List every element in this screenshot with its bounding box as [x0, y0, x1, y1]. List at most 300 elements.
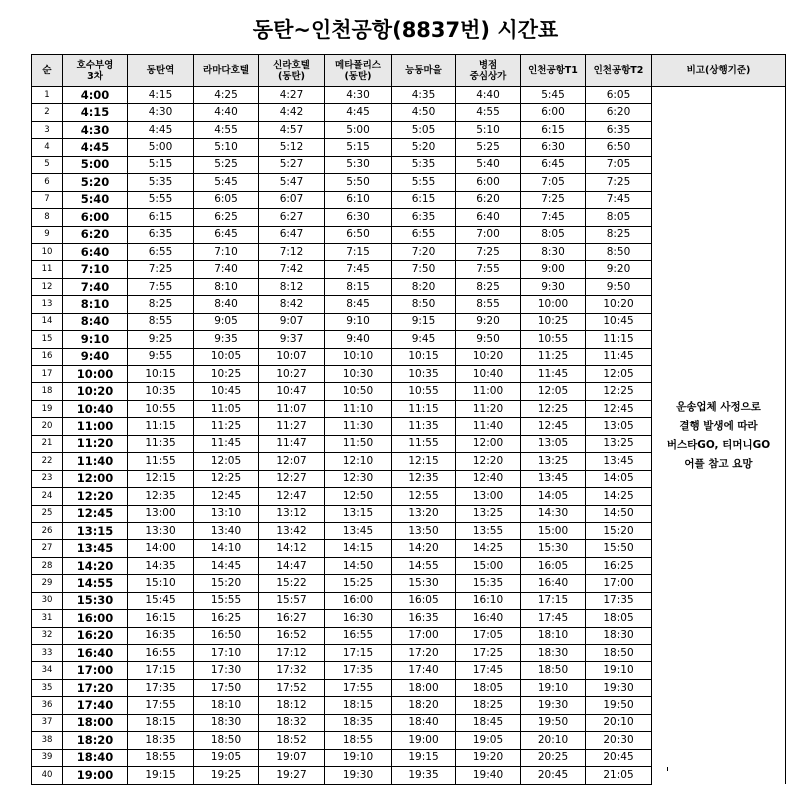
stop-time: 5:55 [128, 191, 194, 208]
stop-time: 17:55 [325, 679, 392, 696]
departure-time: 11:00 [63, 418, 128, 435]
stop-time: 21:05 [586, 767, 652, 784]
stop-time: 10:15 [128, 366, 194, 383]
stop-time: 6:30 [521, 139, 586, 156]
stop-time: 5:25 [456, 139, 521, 156]
stop-time: 19:15 [392, 749, 456, 766]
stop-time: 6:30 [325, 209, 392, 226]
stop-time: 12:50 [325, 488, 392, 505]
stop-time: 12:25 [586, 383, 652, 400]
stop-time: 17:45 [456, 662, 521, 679]
stop-time: 7:25 [586, 174, 652, 191]
stop-time: 17:35 [128, 679, 194, 696]
departure-time: 5:20 [63, 174, 128, 191]
stop-time: 11:20 [456, 400, 521, 417]
stop-time: 5:10 [456, 121, 521, 138]
stop-time: 13:25 [586, 435, 652, 452]
stop-time: 10:55 [521, 331, 586, 348]
stop-time: 9:20 [456, 313, 521, 330]
stop-time: 18:45 [456, 714, 521, 731]
stop-time: 4:45 [128, 121, 194, 138]
stop-time: 19:30 [325, 767, 392, 784]
departure-time: 10:40 [63, 400, 128, 417]
row-number: 31 [32, 610, 63, 627]
stop-time: 4:25 [194, 87, 259, 104]
stop-time: 7:12 [259, 243, 325, 260]
stop-time: 18:15 [325, 697, 392, 714]
stop-time: 18:55 [325, 732, 392, 749]
page-title: 동탄~인천공항(8837번) 시간표 [252, 18, 559, 42]
stop-time: 15:20 [586, 522, 652, 539]
stop-time: 6:20 [586, 104, 652, 121]
stop-time: 7:00 [456, 226, 521, 243]
stop-time: 9:05 [194, 313, 259, 330]
stop-time: 10:45 [194, 383, 259, 400]
stop-time: 18:50 [586, 645, 652, 662]
stop-time: 15:25 [325, 575, 392, 592]
departure-time: 14:20 [63, 557, 128, 574]
stop-time: 16:30 [325, 610, 392, 627]
header-stop-ramada-hotel: 라마다호텔 [194, 55, 259, 87]
stop-time: 12:05 [194, 453, 259, 470]
stop-time: 11:35 [128, 435, 194, 452]
stop-time: 16:52 [259, 627, 325, 644]
stop-time: 12:45 [586, 400, 652, 417]
departure-time: 5:00 [63, 156, 128, 173]
stop-time: 10:50 [325, 383, 392, 400]
stop-time: 19:07 [259, 749, 325, 766]
stop-time: 8:30 [521, 243, 586, 260]
stop-time: 18:15 [128, 714, 194, 731]
row-number: 16 [32, 348, 63, 365]
departure-time: 7:10 [63, 261, 128, 278]
departure-time: 4:00 [63, 87, 128, 104]
header-stop-airport-t2: 인천공항T2 [586, 55, 652, 87]
stop-time: 17:15 [325, 645, 392, 662]
stop-time: 17:15 [521, 592, 586, 609]
stop-time: 19:35 [392, 767, 456, 784]
row-number: 37 [32, 714, 63, 731]
stop-time: 6:40 [456, 209, 521, 226]
stop-time: 4:55 [456, 104, 521, 121]
remarks-note: 운송업체 사정으로 결행 발생에 따라 버스타GO, 티머니GO 어플 참고 요망 [652, 87, 786, 785]
stop-time: 12:15 [392, 453, 456, 470]
stop-time: 17:45 [521, 610, 586, 627]
stop-time: 5:05 [392, 121, 456, 138]
departure-time: 5:40 [63, 191, 128, 208]
stop-time: 5:12 [259, 139, 325, 156]
stop-time: 12:00 [456, 435, 521, 452]
header-stop-dongtan-station: 동탄역 [128, 55, 194, 87]
row-number: 35 [32, 679, 63, 696]
stop-time: 11:25 [194, 418, 259, 435]
stop-time: 5:35 [392, 156, 456, 173]
stop-time: 20:10 [586, 714, 652, 731]
row-number: 12 [32, 278, 63, 295]
header-stop-byeongjeom: 병점 중심상가 [456, 55, 521, 87]
stop-time: 7:25 [128, 261, 194, 278]
stop-time: 6:47 [259, 226, 325, 243]
stop-time: 13:12 [259, 505, 325, 522]
departure-time: 6:40 [63, 243, 128, 260]
stop-time: 13:45 [586, 453, 652, 470]
stop-time: 18:40 [392, 714, 456, 731]
stop-time: 5:30 [325, 156, 392, 173]
stop-time: 11:55 [392, 435, 456, 452]
stop-time: 11:07 [259, 400, 325, 417]
row-number: 34 [32, 662, 63, 679]
stop-time: 4:15 [128, 87, 194, 104]
row-number: 29 [32, 575, 63, 592]
stop-time: 19:40 [456, 767, 521, 784]
stop-time: 6:05 [586, 87, 652, 104]
stop-time: 18:05 [456, 679, 521, 696]
stop-time: 12:05 [521, 383, 586, 400]
stop-time: 11:47 [259, 435, 325, 452]
stop-time: 8:42 [259, 296, 325, 313]
stop-time: 18:25 [456, 697, 521, 714]
stop-time: 12:35 [128, 488, 194, 505]
stop-time: 19:25 [194, 767, 259, 784]
stop-time: 18:50 [521, 662, 586, 679]
stop-time: 9:30 [521, 278, 586, 295]
stop-time: 12:05 [586, 366, 652, 383]
stop-time: 11:27 [259, 418, 325, 435]
stop-time: 17:15 [128, 662, 194, 679]
stop-time: 10:20 [586, 296, 652, 313]
stop-time: 11:35 [392, 418, 456, 435]
stop-time: 13:45 [521, 470, 586, 487]
stop-time: 17:25 [456, 645, 521, 662]
row-number: 32 [32, 627, 63, 644]
stop-time: 17:10 [194, 645, 259, 662]
stop-time: 16:40 [456, 610, 521, 627]
stop-time: 5:35 [128, 174, 194, 191]
stop-time: 18:10 [521, 627, 586, 644]
stop-time: 4:27 [259, 87, 325, 104]
stop-time: 16:55 [325, 627, 392, 644]
row-number: 5 [32, 156, 63, 173]
stop-time: 6:55 [128, 243, 194, 260]
stop-time: 12:10 [325, 453, 392, 470]
row-number: 14 [32, 313, 63, 330]
stop-time: 11:45 [194, 435, 259, 452]
header-row [32, 55, 786, 87]
stop-time: 10:25 [194, 366, 259, 383]
stop-time: 10:55 [392, 383, 456, 400]
stop-time: 8:05 [521, 226, 586, 243]
stop-time: 13:05 [521, 435, 586, 452]
stop-time: 6:45 [521, 156, 586, 173]
departure-time: 10:00 [63, 366, 128, 383]
stop-time: 18:30 [521, 645, 586, 662]
stop-time: 5:50 [325, 174, 392, 191]
stop-time: 6:07 [259, 191, 325, 208]
header-stop-metapolis: 메타폴리스 (동탄) [325, 55, 392, 87]
stop-time: 18:00 [392, 679, 456, 696]
stop-time: 16:25 [194, 610, 259, 627]
stop-time: 18:52 [259, 732, 325, 749]
stop-time: 8:12 [259, 278, 325, 295]
stop-time: 4:30 [128, 104, 194, 121]
stop-time: 9:37 [259, 331, 325, 348]
stop-time: 5:10 [194, 139, 259, 156]
stop-time: 6:05 [194, 191, 259, 208]
departure-time: 12:00 [63, 470, 128, 487]
stop-time: 19:27 [259, 767, 325, 784]
stop-time: 6:15 [521, 121, 586, 138]
stop-time: 16:50 [194, 627, 259, 644]
stop-time: 14:47 [259, 557, 325, 574]
stop-time: 5:40 [456, 156, 521, 173]
departure-time: 6:20 [63, 226, 128, 243]
stop-time: 13:15 [325, 505, 392, 522]
stop-time: 14:10 [194, 540, 259, 557]
stop-time: 13:50 [392, 522, 456, 539]
stop-time: 13:25 [521, 453, 586, 470]
stop-time: 4:55 [194, 121, 259, 138]
stop-time: 9:00 [521, 261, 586, 278]
stop-time: 12:55 [392, 488, 456, 505]
row-number: 7 [32, 191, 63, 208]
stop-time: 8:25 [456, 278, 521, 295]
stop-time: 16:05 [521, 557, 586, 574]
stop-time: 17:35 [325, 662, 392, 679]
stop-time: 10:15 [392, 348, 456, 365]
stop-time: 5:20 [392, 139, 456, 156]
stop-time: 7:55 [456, 261, 521, 278]
stop-time: 16:00 [325, 592, 392, 609]
stop-time: 16:05 [392, 592, 456, 609]
row-number: 6 [32, 174, 63, 191]
departure-time: 8:10 [63, 296, 128, 313]
stop-time: 8:40 [194, 296, 259, 313]
stop-time: 6:20 [456, 191, 521, 208]
row-number: 39 [32, 749, 63, 766]
stop-time: 11:15 [128, 418, 194, 435]
stop-time: 18:20 [392, 697, 456, 714]
stop-time: 10:25 [521, 313, 586, 330]
stop-time: 4:45 [325, 104, 392, 121]
departure-time: 8:40 [63, 313, 128, 330]
stop-time: 7:45 [521, 209, 586, 226]
stop-time: 18:30 [194, 714, 259, 731]
stop-time: 9:45 [392, 331, 456, 348]
stop-time: 7:42 [259, 261, 325, 278]
stop-time: 11:30 [325, 418, 392, 435]
stop-time: 4:40 [194, 104, 259, 121]
stop-time: 16:35 [128, 627, 194, 644]
stop-time: 9:50 [586, 278, 652, 295]
stop-time: 10:05 [194, 348, 259, 365]
stop-time: 7:25 [456, 243, 521, 260]
stop-time: 17:12 [259, 645, 325, 662]
departure-time: 16:40 [63, 645, 128, 662]
stop-time: 13:10 [194, 505, 259, 522]
stop-time: 12:40 [456, 470, 521, 487]
stop-time: 14:05 [521, 488, 586, 505]
stop-time: 8:45 [325, 296, 392, 313]
stop-time: 5:27 [259, 156, 325, 173]
stop-time: 17:35 [586, 592, 652, 609]
stop-time: 16:27 [259, 610, 325, 627]
stop-time: 15:55 [194, 592, 259, 609]
stop-time: 7:05 [521, 174, 586, 191]
stop-time: 6:27 [259, 209, 325, 226]
stop-time: 8:15 [325, 278, 392, 295]
stop-time: 15:00 [456, 557, 521, 574]
stop-time: 6:25 [194, 209, 259, 226]
stop-time: 6:35 [392, 209, 456, 226]
stop-time: 19:20 [456, 749, 521, 766]
stop-time: 18:35 [128, 732, 194, 749]
departure-time: 14:55 [63, 575, 128, 592]
stop-time: 18:30 [586, 627, 652, 644]
departure-time: 16:00 [63, 610, 128, 627]
stop-time: 11:45 [521, 366, 586, 383]
stop-time: 12:25 [194, 470, 259, 487]
stop-time: 12:47 [259, 488, 325, 505]
table-row [32, 87, 786, 104]
stop-time: 9:10 [325, 313, 392, 330]
stop-time: 14:30 [521, 505, 586, 522]
stop-time: 13:00 [456, 488, 521, 505]
stop-time: 5:45 [521, 87, 586, 104]
stop-time: 4:57 [259, 121, 325, 138]
stop-time: 14:05 [586, 470, 652, 487]
row-number: 30 [32, 592, 63, 609]
stop-time: 15:20 [194, 575, 259, 592]
departure-time: 11:40 [63, 453, 128, 470]
stop-time: 18:05 [586, 610, 652, 627]
stop-time: 7:45 [586, 191, 652, 208]
stop-time: 5:55 [392, 174, 456, 191]
stop-time: 17:52 [259, 679, 325, 696]
stop-time: 8:05 [586, 209, 652, 226]
stop-time: 7:10 [194, 243, 259, 260]
timetable [31, 54, 786, 785]
stop-time: 6:15 [392, 191, 456, 208]
stop-time: 19:10 [521, 679, 586, 696]
stop-time: 10:45 [586, 313, 652, 330]
stop-time: 15:22 [259, 575, 325, 592]
stop-time: 9:15 [392, 313, 456, 330]
row-number: 3 [32, 121, 63, 138]
stop-time: 15:50 [586, 540, 652, 557]
stop-time: 8:55 [456, 296, 521, 313]
stop-time: 10:55 [128, 400, 194, 417]
stop-time: 16:25 [586, 557, 652, 574]
stop-time: 11:10 [325, 400, 392, 417]
stop-time: 13:40 [194, 522, 259, 539]
stop-time: 20:45 [586, 749, 652, 766]
header-stop-airport-t1: 인천공항T1 [521, 55, 586, 87]
stop-time: 18:10 [194, 697, 259, 714]
stop-time: 14:50 [586, 505, 652, 522]
row-number: 33 [32, 645, 63, 662]
header-stop-shilla-hotel: 신라호텔 (동탄) [259, 55, 325, 87]
stop-time: 19:30 [586, 679, 652, 696]
stop-time: 17:20 [392, 645, 456, 662]
stop-time: 14:55 [392, 557, 456, 574]
stop-time: 6:00 [521, 104, 586, 121]
stop-time: 4:40 [456, 87, 521, 104]
timetable-body [32, 87, 786, 785]
stop-time: 9:20 [586, 261, 652, 278]
departure-time: 10:20 [63, 383, 128, 400]
stop-time: 17:00 [392, 627, 456, 644]
stop-time: 8:10 [194, 278, 259, 295]
row-number: 19 [32, 400, 63, 417]
row-number: 23 [32, 470, 63, 487]
stop-time: 18:35 [325, 714, 392, 731]
stop-time: 9:35 [194, 331, 259, 348]
stop-time: 13:45 [325, 522, 392, 539]
stop-time: 6:10 [325, 191, 392, 208]
stop-time: 7:15 [325, 243, 392, 260]
row-number: 27 [32, 540, 63, 557]
stop-time: 14:35 [128, 557, 194, 574]
stop-time: 7:40 [194, 261, 259, 278]
departure-time: 13:15 [63, 522, 128, 539]
stop-time: 19:30 [521, 697, 586, 714]
stop-time: 19:10 [586, 662, 652, 679]
row-number: 24 [32, 488, 63, 505]
stop-time: 19:15 [128, 767, 194, 784]
stop-time: 12:27 [259, 470, 325, 487]
stop-time: 15:10 [128, 575, 194, 592]
stop-time: 6:45 [194, 226, 259, 243]
departure-time: 17:00 [63, 662, 128, 679]
row-number: 20 [32, 418, 63, 435]
stop-time: 8:50 [586, 243, 652, 260]
stop-time: 17:05 [456, 627, 521, 644]
stop-time: 6:15 [128, 209, 194, 226]
stop-time: 12:30 [325, 470, 392, 487]
stop-time: 6:50 [586, 139, 652, 156]
row-number: 26 [32, 522, 63, 539]
stop-time: 16:10 [456, 592, 521, 609]
row-number: 2 [32, 104, 63, 121]
stop-time: 10:20 [456, 348, 521, 365]
stop-time: 8:20 [392, 278, 456, 295]
stop-time: 5:15 [325, 139, 392, 156]
stop-time: 20:30 [586, 732, 652, 749]
stop-time: 7:20 [392, 243, 456, 260]
departure-time: 17:40 [63, 697, 128, 714]
stop-time: 11:15 [392, 400, 456, 417]
stop-time: 20:25 [521, 749, 586, 766]
stop-time: 16:40 [521, 575, 586, 592]
stop-time: 8:25 [586, 226, 652, 243]
stop-time: 12:35 [392, 470, 456, 487]
departure-time: 9:10 [63, 331, 128, 348]
stop-time: 10:40 [456, 366, 521, 383]
departure-time: 4:45 [63, 139, 128, 156]
row-number: 36 [32, 697, 63, 714]
row-number: 4 [32, 139, 63, 156]
stop-time: 8:55 [128, 313, 194, 330]
departure-time: 12:45 [63, 505, 128, 522]
stop-time: 10:47 [259, 383, 325, 400]
table-continuation [31, 767, 668, 771]
stop-time: 6:35 [128, 226, 194, 243]
stop-time: 19:10 [325, 749, 392, 766]
stop-time: 11:05 [194, 400, 259, 417]
stop-time: 13:25 [456, 505, 521, 522]
stop-time: 10:27 [259, 366, 325, 383]
stop-time: 10:00 [521, 296, 586, 313]
